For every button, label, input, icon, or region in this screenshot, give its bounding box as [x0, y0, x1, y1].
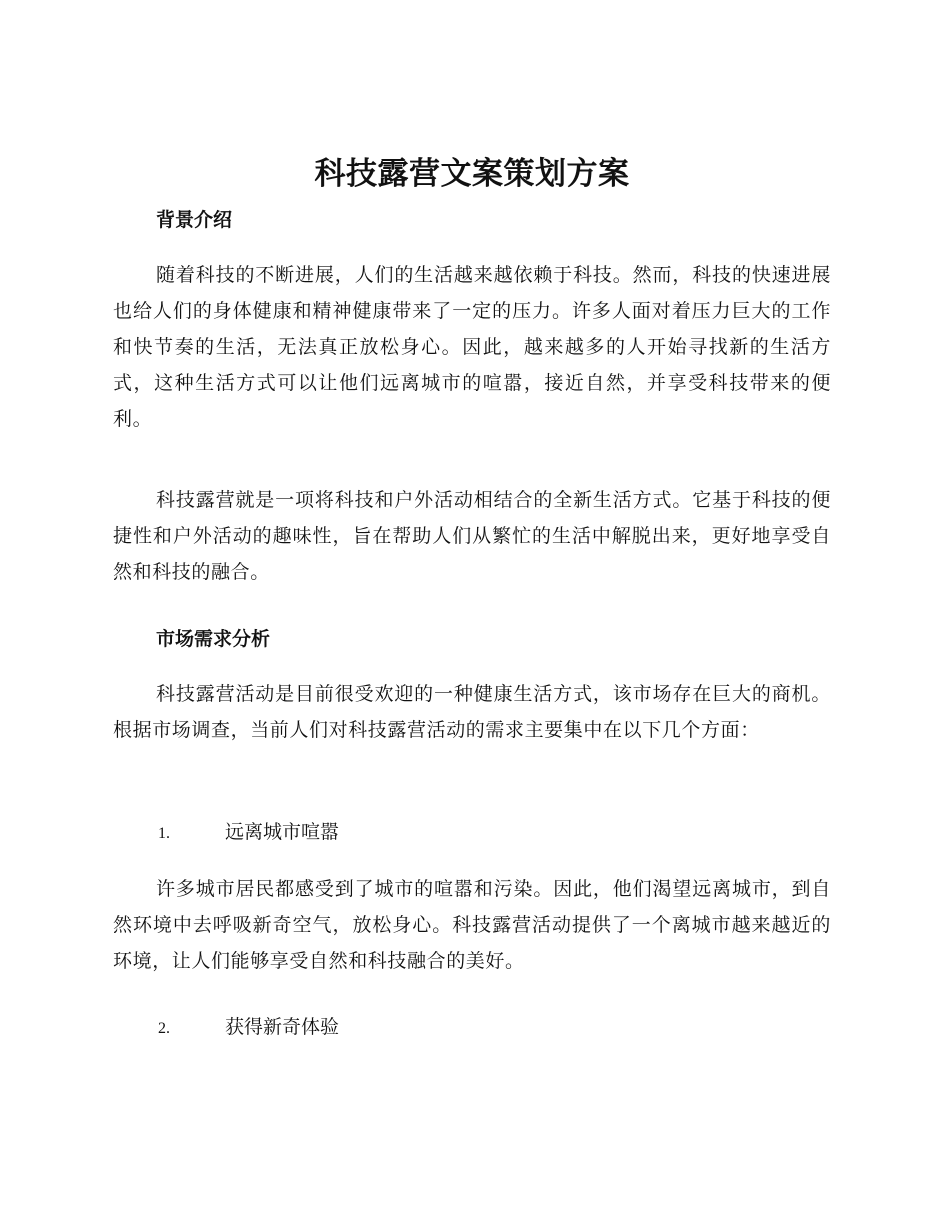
list-item-2	[158, 1012, 339, 1044]
section-heading-background: 背景介绍	[156, 209, 233, 231]
document-title: 科技露营文案策划方案	[314, 156, 630, 192]
paragraph-list-1: 许多城市居民都感受到了城市的喧嚣和污染。因此，他们渴望远离城市，到自然环境中去呼吸新奇空气，放松身心。科技露营活动提供了一个离城市越来越近的环境，让人们能够享受自然和科技融合的美好。	[113, 878, 831, 972]
paragraph-background-2: 科技露营就是一项将科技和户外活动相结合的全新生活方式。它基于科技的便捷性和户外活动的趣味性，旨在帮助人们从繁忙的生活中解脱出来，更好地享受自然和科技的融合。	[113, 489, 831, 583]
section-heading-market: 市场需求分析	[156, 628, 271, 650]
list-item-1	[158, 817, 339, 849]
list-label: 远离城市喧嚣	[225, 821, 340, 843]
list-number: 1.	[158, 825, 170, 842]
list-label: 获得新奇体验	[225, 1016, 340, 1038]
paragraph-market-intro: 科技露营活动是目前很受欢迎的一种健康生活方式，该市场存在巨大的商机。根据市场调查，当前人们对科技露营活动的需求主要集中在以下几个方面：	[113, 683, 831, 741]
paragraph-background-1: 随着科技的不断进展，人们的生活越来越依赖于科技。然而，科技的快速进展也给人们的身体健康和精神健康带来了一定的压力。许多人面对着压力巨大的工作和快节奏的生活，无法真正放松身心。因此，越来越多的人开始寻找新的生活方式，这种生活方式可以让他们远离城市的喧嚣，接近自然，并享受科技带来的便利。	[113, 264, 831, 430]
list-number: 2.	[158, 1020, 170, 1037]
